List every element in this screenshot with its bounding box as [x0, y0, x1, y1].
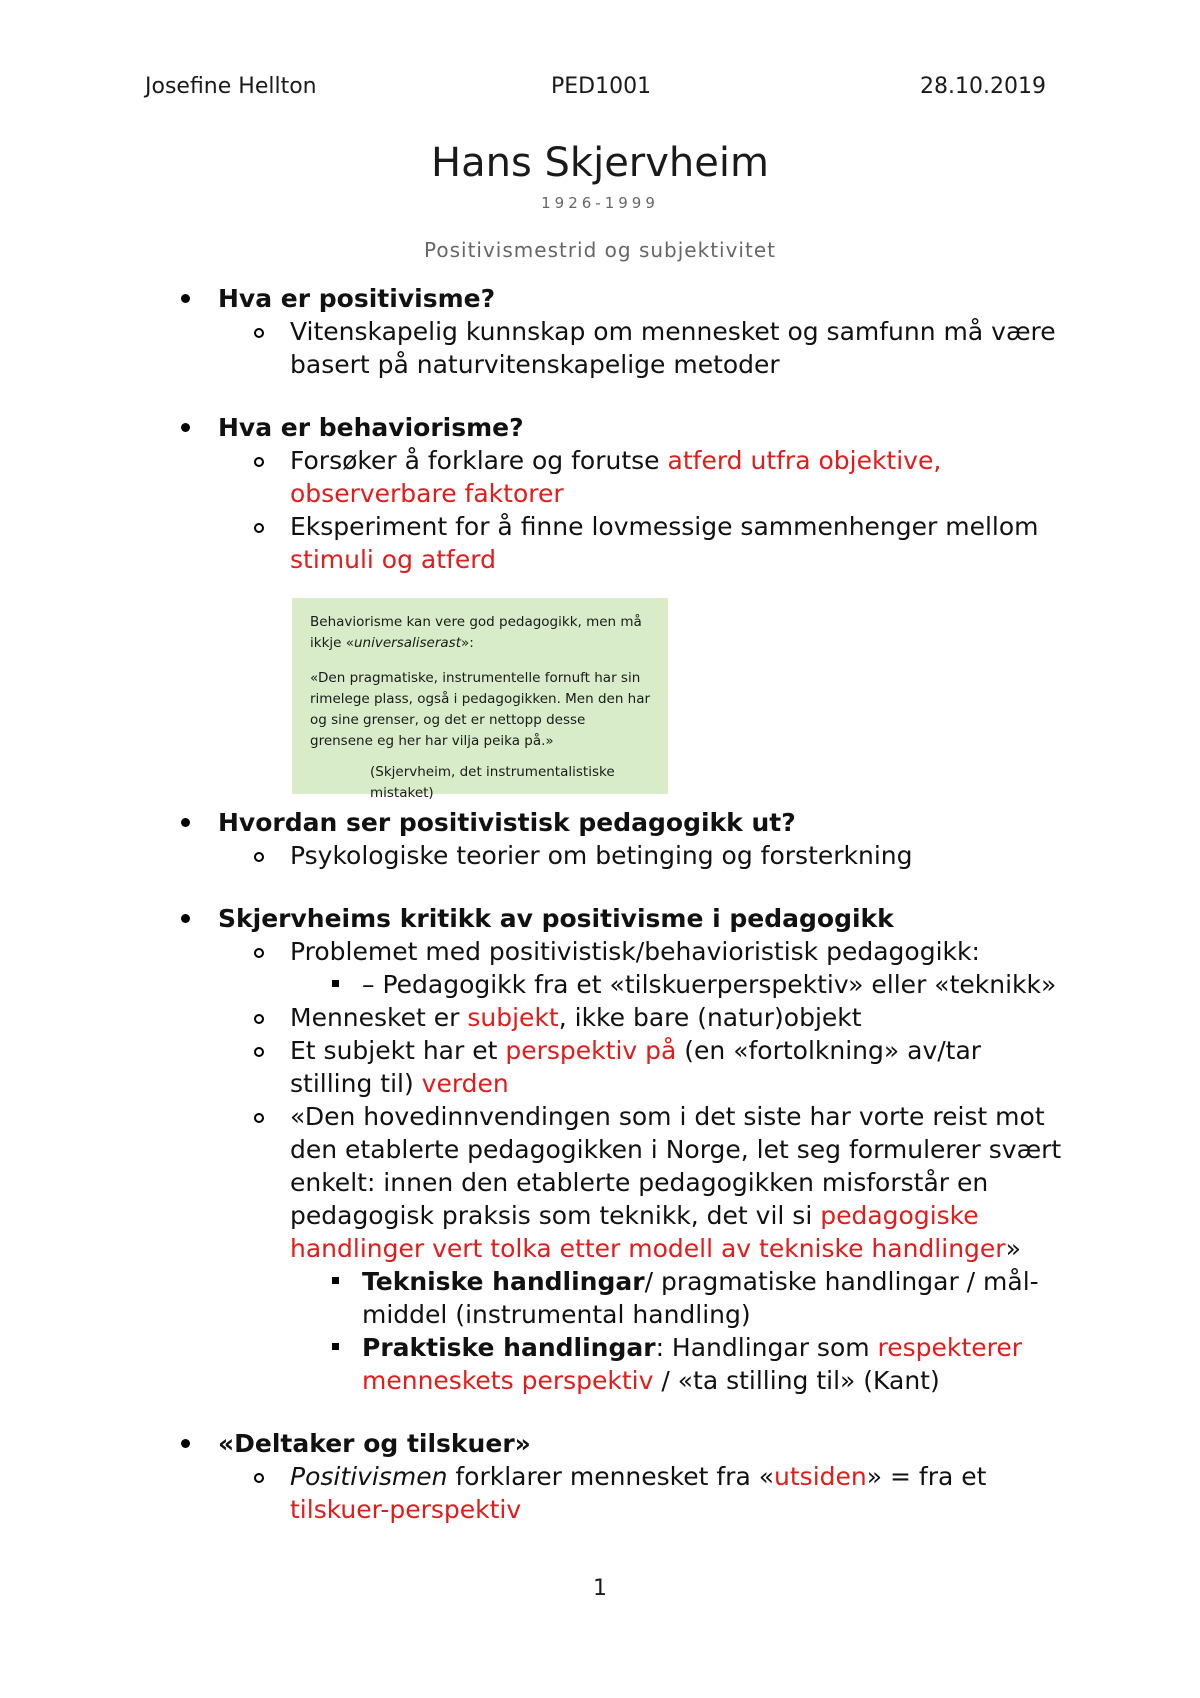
bullet-ring-icon — [254, 852, 264, 862]
item-text: , ikke bare (natur)objekt — [558, 1003, 862, 1032]
item-text: Problemet med positivistisk/behavioristisk pedagogikk: — [290, 937, 980, 966]
bullet-dot-icon — [181, 1439, 190, 1448]
document-body — [0, 282, 1200, 1526]
highlight-text: stimuli og atferd — [290, 545, 496, 574]
item-text: / pragmatiske handlingar / mål-middel (instrumental handling) — [362, 1267, 1039, 1329]
section-behaviorism — [0, 411, 1200, 801]
bullet-item — [0, 1460, 1200, 1526]
header-course: PED1001 — [551, 74, 652, 99]
quote-intro-end: »: — [461, 635, 474, 651]
heading-text: Skjervheims kritikk av positivisme i pedagogikk — [218, 904, 894, 933]
bullet-heading — [0, 902, 1200, 935]
item-text: Mennesket er — [290, 1003, 468, 1032]
highlight-text: verden — [421, 1069, 509, 1098]
bullet-dot-icon — [181, 423, 190, 432]
page-header — [0, 74, 1200, 104]
bullet-ring-icon — [254, 457, 264, 467]
highlight-text: atferd utfra objektive, observerbare faktorer — [290, 446, 942, 508]
bullet-square-icon — [332, 1277, 339, 1284]
item-text: Eksperiment for å finne lovmessige sammenhenger mellom — [290, 512, 1039, 541]
section-positivist-pedagogy — [0, 806, 1200, 872]
bullet-item — [0, 1100, 1200, 1265]
item-bold-text: Praktiske handlingar — [362, 1333, 656, 1362]
heading-text: «Deltaker og tilskuer» — [218, 1429, 531, 1458]
bullet-ring-icon — [254, 1473, 264, 1483]
bullet-item — [0, 315, 1200, 381]
item-text: «Den hovedinnvendingen som i det siste har vorte reist mot den etablerte pedagogikken i Norge, let seg formulerer svært enkelt: innen den etablerte pedagogikken misforstår en pedagogisk praksis som teknikk, det vil si — [290, 1102, 1062, 1230]
highlight-text: utsiden — [774, 1462, 867, 1491]
bullet-ring-icon — [254, 1014, 264, 1024]
page-number: 1 — [593, 1576, 607, 1601]
item-text: » — [1005, 1234, 1021, 1263]
bullet-item — [0, 444, 1200, 510]
bullet-square-icon — [332, 1343, 339, 1350]
header-author: Josefine Hellton — [145, 74, 317, 99]
life-years: 1926-1999 — [541, 194, 659, 212]
sub-bullet-item — [0, 1331, 1200, 1397]
bullet-ring-icon — [254, 328, 264, 338]
highlight-text: subjekt — [467, 1003, 559, 1032]
item-text: Forsøker å forklare og forutse — [290, 446, 668, 475]
highlight-text: tilskuer-perspektiv — [290, 1495, 522, 1524]
item-text: Psykologiske teorier om betinging og forsterkning — [290, 841, 913, 870]
bullet-ring-icon — [254, 948, 264, 958]
item-text: (en «fortolkning» av/tar stilling til) — [290, 1036, 982, 1098]
bullet-dot-icon — [181, 818, 190, 827]
quote-box — [292, 598, 668, 801]
bullet-heading — [0, 411, 1200, 444]
quote-intro — [310, 612, 652, 654]
section-participant-spectator — [0, 1427, 1200, 1526]
item-text: : Handlingar som — [655, 1333, 878, 1362]
item-italic-text: Positivismen — [290, 1462, 448, 1491]
quote-body: «Den pragmatiske, instrumentelle fornuft har sin rimelege plass, også i pedagogikken. Men den har og sine grenser, og det er nettopp desse grensene eg her har vilja peika på.» — [310, 670, 651, 749]
header-date: 28.10.2019 — [920, 74, 1046, 99]
bullet-item — [0, 1001, 1200, 1034]
heading-text: Hva er behaviorisme? — [218, 413, 524, 442]
item-text: forklarer mennesket fra « — [447, 1462, 775, 1491]
bullet-ring-icon — [254, 1113, 264, 1123]
bullet-item — [0, 935, 1200, 968]
heading-text: Hva er positivisme? — [218, 284, 496, 313]
item-text: Vitenskapelig kunnskap om mennesket og samfunn må være basert på naturvitenskapelige metoder — [290, 317, 1056, 379]
page-title: Hans Skjervheim — [431, 140, 769, 186]
bullet-ring-icon — [254, 1047, 264, 1057]
bullet-item — [0, 1034, 1200, 1100]
sub-bullet-item — [0, 968, 1200, 1001]
highlight-text: perspektiv på — [505, 1036, 677, 1065]
bullet-heading — [0, 1427, 1200, 1460]
bullet-square-icon — [332, 980, 339, 987]
bullet-dot-icon — [181, 914, 190, 923]
bullet-heading — [0, 282, 1200, 315]
section-critique — [0, 902, 1200, 1397]
quote-source: (Skjervheim, det instrumentalistiske mistaket) — [370, 764, 615, 801]
bullet-ring-icon — [254, 523, 264, 533]
item-text: » = fra et — [866, 1462, 987, 1491]
section-positivism — [0, 282, 1200, 381]
bullet-heading — [0, 806, 1200, 839]
page-subtitle: Positivismestrid og subjektivitet — [424, 238, 776, 262]
bullet-dot-icon — [181, 294, 190, 303]
item-text: Et subjekt har et — [290, 1036, 506, 1065]
item-text: / «ta stilling til» (Kant) — [653, 1366, 940, 1395]
bullet-item — [0, 510, 1200, 576]
highlight-text: pedagogiske handlinger vert tolka etter modell av tekniske handlinger — [290, 1201, 1006, 1263]
heading-text: Hvordan ser positivistisk pedagogikk ut? — [218, 808, 796, 837]
bullet-item — [0, 839, 1200, 872]
item-bold-text: Tekniske handlingar — [362, 1267, 645, 1296]
sub-bullet-item — [0, 1265, 1200, 1331]
highlight-text: respekterer menneskets perspektiv — [362, 1333, 1022, 1395]
quote-intro-text: Behaviorisme kan vere god pedagogikk, men må ikkje « — [310, 614, 642, 651]
item-text: – Pedagogikk fra et «tilskuerperspektiv» eller «teknikk» — [362, 970, 1057, 999]
quote-intro-italic: universaliserast — [354, 635, 462, 651]
